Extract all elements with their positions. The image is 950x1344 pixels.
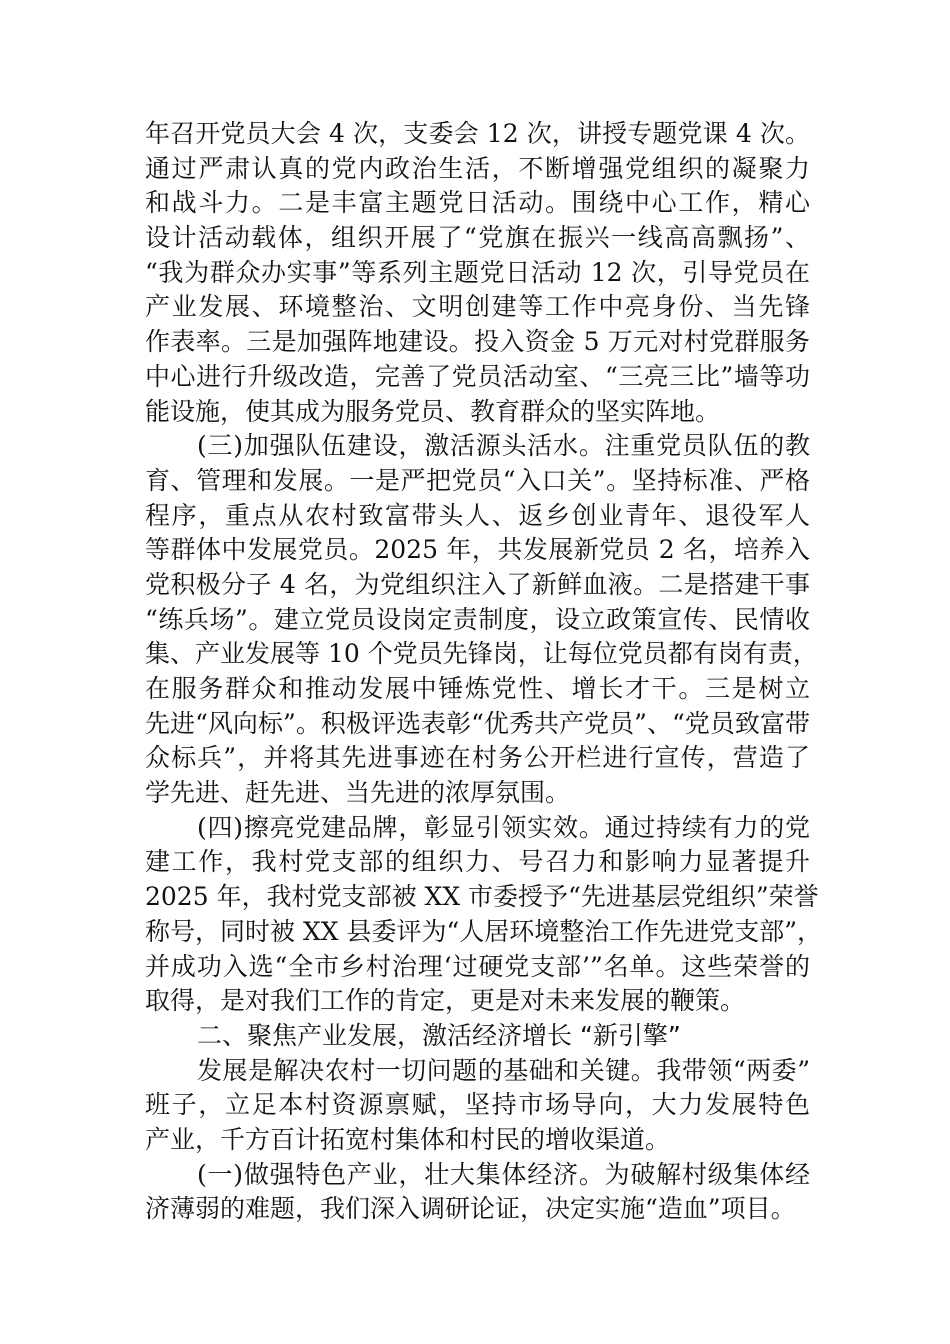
text-line: 发展是解决农村一切问题的基础和关键。我带领“两委” xyxy=(197,1055,810,1085)
text-line: 学先进、赶先进、当先进的浓厚氛围。 xyxy=(145,778,571,808)
paragraph xyxy=(145,1054,810,1158)
text-line: 建工作，我村党支部的组织力、号召力和影响力显著提升 xyxy=(145,847,810,877)
text-line: 育、管理和发展。一是严把党员“入口关”。坚持标准、严格 xyxy=(145,465,810,495)
text-line: 通过严肃认真的党内政治生活，不断增强党组织的凝聚力 xyxy=(145,153,810,183)
text-line: 程序，重点从农村致富带头人、返乡创业青年、退役军人 xyxy=(145,500,810,530)
text-line: 年召开党员大会 4 次，支委会 12 次，讲授专题党课 4 次。 xyxy=(145,119,810,148)
text-line: 称号，同时被 XX 县委评为“人居环境整治工作先进党支部”， xyxy=(145,916,823,946)
text-line: 并成功入选“全市乡村治理‘过硬党支部’”名单。这些荣誉的 xyxy=(145,951,810,981)
text-line: 设计活动载体，组织开展了“党旗在振兴一线高高飘扬”、 xyxy=(145,223,810,253)
text-line: 中心进行升级改造，完善了党员活动室、“三亮三比”墙等功 xyxy=(145,361,810,391)
text-line: 产业发展、环境整治、文明创建等工作中亮身份、当先锋 xyxy=(145,292,810,322)
text-line: 班子，立足本村资源禀赋，坚持市场导向，大力发展特色 xyxy=(145,1090,810,1120)
text-line: 产业，千方百计拓宽村集体和村民的增收渠道。 xyxy=(145,1124,671,1154)
paragraph xyxy=(145,429,818,811)
text-line: 在服务群众和推动发展中锤炼党性、增长才干。三是树立 xyxy=(145,674,810,703)
text-line: 2025 年，我村党支部被 XX 市委授予“先进基层党组织”荣誉 xyxy=(145,882,819,912)
text-line: 二、聚焦产业发展，激活经济增长 “新引擎” xyxy=(197,1020,681,1050)
text-line: (四)擦亮党建品牌，彰显引领实效。通过持续有力的党 xyxy=(197,812,810,842)
text-line: 集、产业发展等 10 个党员先锋岗，让每位党员都有岗有责， xyxy=(145,639,818,669)
paragraph xyxy=(145,1158,810,1227)
text-line: 作表率。三是加强阵地建设。投入资金 5 万元对村党群服务 xyxy=(145,327,810,357)
text-line: 和战斗力。二是丰富主题党日活动。围绕中心工作，精心 xyxy=(145,188,810,218)
section-heading xyxy=(145,1019,810,1054)
paragraph xyxy=(145,117,810,429)
text-line: 众标兵”，并将其先进事迹在村务公开栏进行宣传，营造了 xyxy=(145,743,810,773)
text-line: 先进“风向标”。积极评选表彰“优秀共产党员”、“党员致富带 xyxy=(145,708,810,738)
text-line: 党积极分子 4 名，为党组织注入了新鲜血液。二是搭建干事 xyxy=(145,569,810,599)
text-line: 等群体中发展党员。2025 年，共发展新党员 2 名，培养入 xyxy=(145,535,810,565)
text-line: 济薄弱的难题，我们深入调研论证，决定实施“造血”项目。 xyxy=(145,1194,796,1224)
paragraph xyxy=(145,811,823,1019)
text-line: 能设施，使其成为服务党员、教育群众的坚实阵地。 xyxy=(145,396,721,426)
text-line: “练兵场”。建立党员设岗定责制度，设立政策宣传、民情收 xyxy=(145,604,810,634)
document-page xyxy=(145,117,823,1227)
text-line: (一)做强特色产业，壮大集体经济。为破解村级集体经 xyxy=(197,1159,810,1189)
text-line: “我为群众办实事”等系列主题党日活动 12 次，引导党员在 xyxy=(145,257,810,287)
text-line: (三)加强队伍建设，激活源头活水。注重党员队伍的教 xyxy=(197,431,810,461)
text-line: 取得，是对我们工作的肯定，更是对未来发展的鞭策。 xyxy=(145,986,746,1016)
